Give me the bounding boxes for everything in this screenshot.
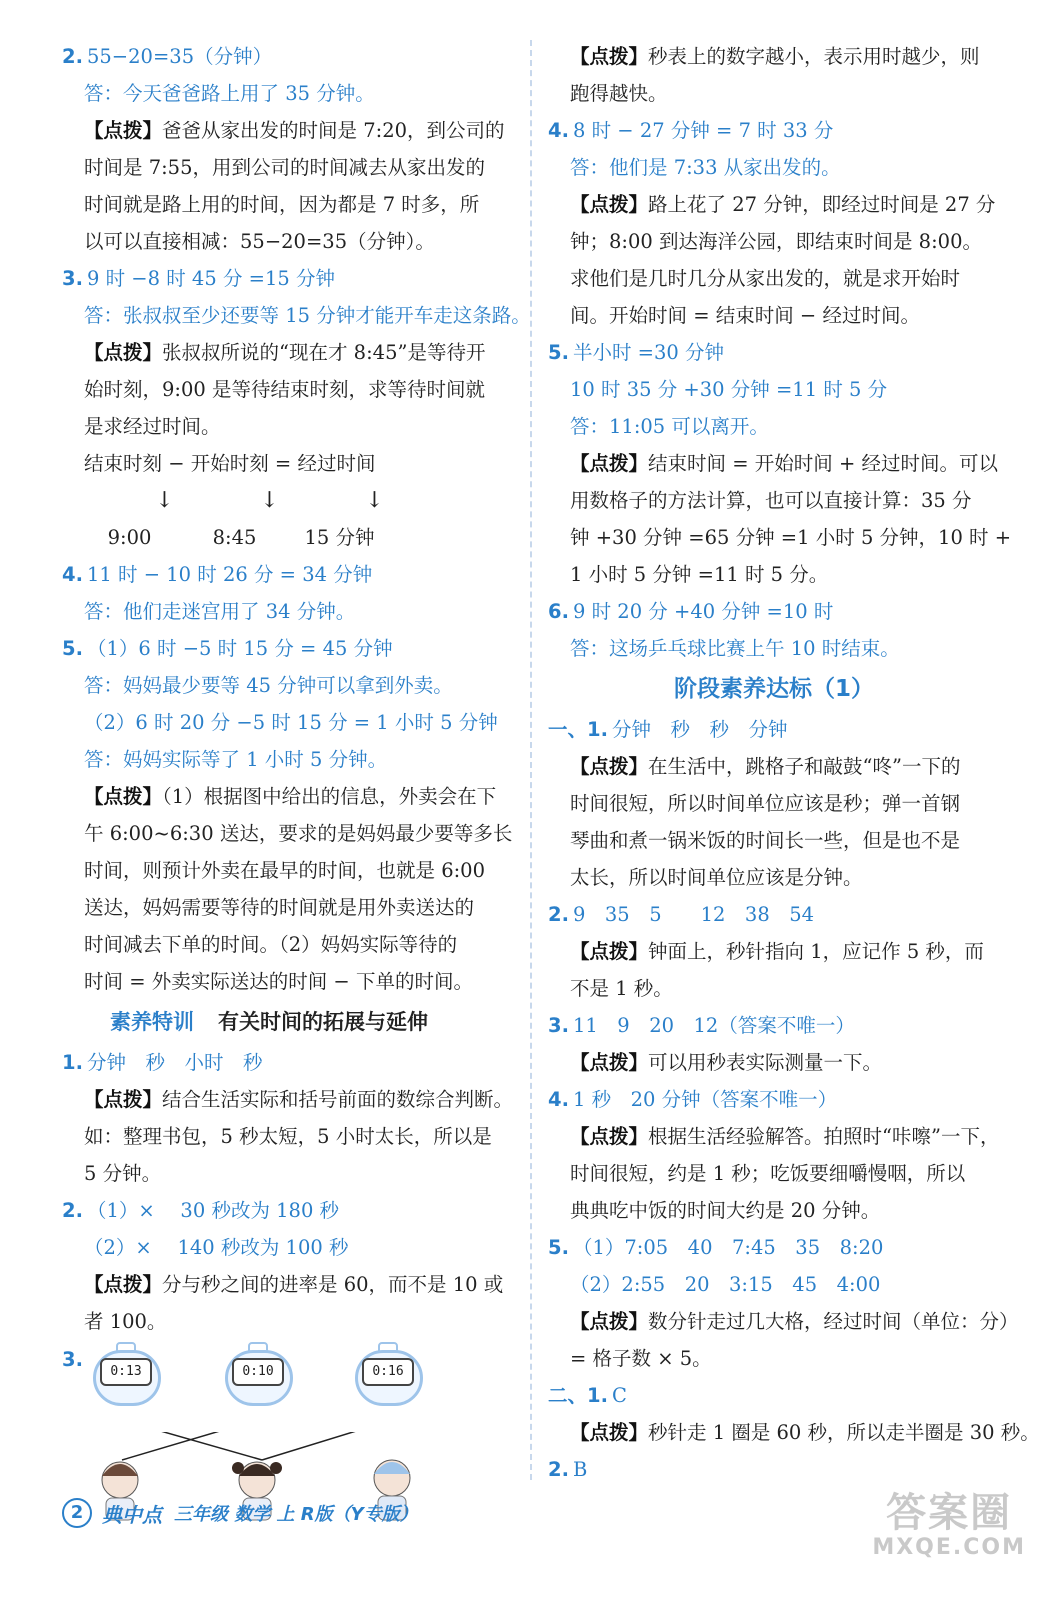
text-line	[62, 1303, 514, 1340]
line-text: 是求经过时间。	[84, 415, 221, 438]
line-text: 答：张叔叔至少还要等 15 分钟才能开车走这条路。	[84, 304, 531, 327]
section-heading-title: 有关时间的拓展与延伸	[218, 1010, 428, 1034]
text-line	[548, 1155, 1000, 1192]
line-text: 分钟 秒 小时 秒	[86, 1051, 263, 1074]
line-text: 始时刻，9:00 是等待结束时刻，求等待时间就	[84, 378, 485, 401]
question-number: 2.	[548, 903, 569, 926]
text-line	[548, 149, 1000, 186]
line-text: 数分针走过几大格，经过时间（单位：分）	[648, 1310, 1019, 1333]
line-text: 根据生活经验解答。拍照时“咔嚓”一下，	[648, 1125, 1000, 1148]
line-text: 午 6:00~6:30 送达，要求的是妈妈最少要等多长	[84, 822, 513, 845]
line-text: （2）2:55 20 3:15 45 4:00	[570, 1273, 881, 1296]
arrow-down-icon: ↓	[155, 488, 174, 513]
line-text: 秒针走 1 圈是 60 秒，所以走半圈是 30 秒。	[648, 1421, 1040, 1444]
hint-tag: 【点拨】	[84, 785, 163, 808]
question-number: 5.	[548, 341, 569, 364]
text-line	[548, 297, 1000, 334]
text-line	[62, 371, 514, 408]
line-text: 钟；8:00 到达海洋公园，即结束时间是 8:00。	[570, 230, 982, 253]
question-number: 2.	[548, 1458, 569, 1481]
line-text: 答：他们是 7:33 从家出发的。	[570, 156, 841, 179]
line-text: 时间 = 外卖实际送达的时间 − 下单的时间。	[84, 970, 473, 993]
question-number: 4.	[548, 119, 569, 142]
text-line	[548, 1192, 1000, 1229]
book-title: 三年级 数学 上 R版（Y专版）	[174, 1504, 418, 1525]
text-line	[548, 75, 1000, 112]
arrow-values-row	[62, 519, 514, 556]
line-text: 琴曲和煮一锅米饭的时间长一些，但是也不是	[570, 829, 961, 852]
question-number: 4.	[548, 1088, 569, 1111]
hint-tag: 【点拨】	[84, 341, 163, 364]
text-line	[62, 667, 514, 704]
text-line	[62, 297, 531, 334]
line-text: 路上花了 27 分钟，即经过时间是 27 分	[648, 193, 996, 216]
arrow-down-icon: ↓	[365, 488, 384, 513]
text-line	[62, 1044, 514, 1081]
text-line	[62, 852, 514, 889]
text-line	[548, 711, 1000, 748]
text-line	[62, 408, 514, 445]
stopwatch-icon	[222, 1340, 292, 1412]
right-block-1	[548, 38, 1012, 667]
hint-tag: 【点拨】	[570, 452, 649, 475]
line-text: （1）6 时 −5 时 15 分 = 45 分钟	[86, 637, 393, 660]
text-line	[62, 334, 514, 371]
line-text: 5 分钟。	[84, 1162, 162, 1185]
line-text: 1 秒 20 分钟（答案不唯一）	[572, 1088, 838, 1111]
line-text: 如：整理书包，5 秒太短，5 小时太长，所以是	[84, 1125, 492, 1148]
line-text: 10 时 35 分 +30 分钟 =11 时 5 分	[570, 378, 888, 401]
hint-tag: 【点拨】	[570, 1421, 649, 1444]
text-line	[62, 1081, 514, 1118]
text-line	[548, 1414, 1040, 1451]
line-text: 11 9 20 12（答案不唯一）	[572, 1014, 855, 1037]
line-text: 答：他们走迷宫用了 34 分钟。	[84, 600, 356, 623]
text-line	[548, 482, 1000, 519]
line-text: 时间就是路上用的时间，因为都是 7 时多，所	[84, 193, 480, 216]
hint-tag: 【点拨】	[570, 1125, 649, 1148]
line-text: 55−20=35（分钟）	[86, 45, 273, 68]
question-number: 3.	[62, 267, 83, 290]
stopwatch-icon	[90, 1340, 160, 1412]
text-line	[62, 223, 514, 260]
hint-tag: 【点拨】	[570, 193, 649, 216]
text-line	[548, 1229, 1000, 1266]
page-footer	[62, 1497, 418, 1529]
line-text: 答：妈妈实际等了 1 小时 5 分钟。	[84, 748, 388, 771]
arrow-down-icon: ↓	[260, 488, 279, 513]
left-block-1	[62, 38, 531, 482]
text-line	[62, 1266, 514, 1303]
text-line	[62, 889, 514, 926]
line-text: 张叔叔所说的“现在才 8:45”是等待开	[162, 341, 486, 364]
text-line	[548, 445, 1000, 482]
text-line	[62, 186, 514, 223]
text-line	[62, 445, 514, 482]
text-line	[548, 223, 1000, 260]
question-number: 一、1.	[548, 718, 608, 741]
text-line	[62, 149, 514, 186]
line-text: 答：11:05 可以离开。	[570, 415, 769, 438]
section-heading-stage: 阶段素养达标（1）	[673, 676, 874, 702]
line-text: 钟面上，秒针指向 1，应记作 5 秒，而	[648, 940, 984, 963]
text-line	[62, 778, 514, 815]
hint-tag: 【点拨】	[570, 1051, 649, 1074]
text-line	[548, 1303, 1019, 1340]
watermark-logo	[872, 1490, 1026, 1560]
text-line	[548, 334, 1000, 371]
hint-tag: 【点拨】	[84, 1273, 163, 1296]
start-time-value: 8:45	[212, 526, 257, 549]
text-line	[548, 933, 1000, 970]
text-line	[62, 704, 514, 741]
text-line	[548, 1451, 1000, 1488]
question-number: 2.	[62, 1199, 83, 1222]
hint-tag: 【点拨】	[570, 755, 649, 778]
right-block-2	[548, 711, 1040, 1488]
line-text: 求他们是几时几分从家出发的，就是求开始时	[570, 267, 961, 290]
line-text: 时间，则预计外卖在最早的时间，也就是 6:00	[84, 859, 485, 882]
line-text: （1）根据图中给出的信息，外卖会在下	[162, 785, 497, 808]
line-text: 时间是 7:55，用到公司的时间减去从家出发的	[84, 156, 485, 179]
text-line	[548, 38, 1000, 75]
line-text: 11 时 − 10 时 26 分 = 34 分钟	[86, 563, 373, 586]
question-number: 4.	[62, 563, 83, 586]
text-line	[62, 963, 514, 1000]
line-text: 答：这场乒乓球比赛上午 10 时结束。	[570, 637, 900, 660]
hint-tag: 【点拨】	[570, 45, 649, 68]
line-text: （2）6 时 20 分 −5 时 15 分 = 1 小时 5 分钟	[84, 711, 498, 734]
text-line	[548, 785, 1000, 822]
line-text: 时间减去下单的时间。（2）妈妈实际等待的	[84, 933, 458, 956]
line-text: 8 时 − 27 分钟 = 7 时 33 分	[572, 119, 834, 142]
text-line	[548, 630, 1000, 667]
text-line	[548, 1044, 1000, 1081]
question-number: 2.	[62, 45, 83, 68]
line-text: 以可以直接相减：55−20=35（分钟）。	[84, 230, 435, 253]
line-text: （2）× 140 秒改为 100 秒	[84, 1236, 349, 1259]
text-line	[548, 1377, 1000, 1414]
column-divider	[530, 40, 532, 1480]
text-line	[548, 186, 1000, 223]
question-number: 3.	[548, 1014, 569, 1037]
text-line	[548, 970, 1000, 1007]
line-text: 半小时 =30 分钟	[572, 341, 725, 364]
text-line	[548, 1340, 1000, 1377]
left-block-3	[62, 1044, 514, 1340]
line-text: 可以用秒表实际测量一下。	[648, 1051, 883, 1074]
line-text: 结束时刻 − 开始时刻 = 经过时间	[84, 452, 376, 475]
text-line	[62, 1192, 514, 1229]
stopwatch-reading: 0:16	[362, 1358, 414, 1386]
line-text: 用数格子的方法计算，也可以直接计算：35 分	[570, 489, 972, 512]
stopwatch-reading: 0:13	[100, 1358, 152, 1386]
text-line	[548, 408, 1000, 445]
line-text: 爸爸从家出发的时间是 7:20，到公司的	[162, 119, 505, 142]
text-line	[62, 38, 514, 75]
line-text: = 格子数 × 5。	[570, 1347, 712, 1370]
watermark-url: MXQE.COM	[872, 1535, 1026, 1560]
stopwatch-row	[62, 1340, 514, 1432]
elapsed-time-value: 15 分钟	[304, 526, 375, 549]
hint-tag: 【点拨】	[84, 1088, 163, 1111]
line-text: （1）7:05 40 7:45 35 8:20	[572, 1236, 884, 1259]
text-line	[62, 1118, 514, 1155]
line-text: 9 时 −8 时 45 分 =15 分钟	[86, 267, 335, 290]
question-number: 5.	[548, 1236, 569, 1259]
page-number: 2	[62, 1498, 92, 1528]
hint-tag: 【点拨】	[570, 1310, 649, 1333]
line-text: 结束时间 = 开始时间 + 经过时间。可以	[648, 452, 998, 475]
text-line	[548, 1118, 1000, 1155]
line-text: 9 35 5 12 38 54	[572, 903, 815, 926]
question-number: 6.	[548, 600, 569, 623]
line-text: 间。开始时间 = 结束时间 − 经过时间。	[570, 304, 920, 327]
line-text: 答：今天爸爸路上用了 35 分钟。	[84, 82, 375, 105]
text-line	[548, 1007, 1000, 1044]
line-text: 典典吃中饭的时间大约是 20 分钟。	[570, 1199, 881, 1222]
text-line	[548, 859, 1000, 896]
right-column	[548, 38, 1040, 1488]
line-text: 秒表上的数字越小，表示用时越少，则	[648, 45, 980, 68]
question-number: 5.	[62, 637, 83, 660]
text-line	[548, 556, 1000, 593]
line-text: 结合生活实际和括号前面的数综合判断。	[162, 1088, 514, 1111]
text-line	[548, 822, 1000, 859]
text-line	[62, 556, 514, 593]
line-text: 1 小时 5 分钟 =11 时 5 分。	[570, 563, 829, 586]
left-block-2	[62, 556, 514, 1000]
line-text: 不是 1 秒。	[570, 977, 673, 1000]
text-line	[62, 926, 514, 963]
section-heading-tag: 素养特训	[110, 1010, 194, 1034]
text-line	[548, 896, 1000, 933]
brand-logo: 典中点	[102, 1502, 162, 1527]
line-text: 者 100。	[84, 1310, 167, 1333]
line-text: 答：妈妈最少要等 45 分钟可以拿到外卖。	[84, 674, 453, 697]
watermark-text: 答案圈	[886, 1490, 1013, 1536]
line-text: C	[611, 1384, 627, 1407]
line-text: 太长，所以时间单位应该是分钟。	[570, 866, 863, 889]
arrow-row	[62, 482, 514, 519]
text-line	[548, 1266, 1000, 1303]
text-line	[62, 1155, 514, 1192]
text-line	[62, 260, 514, 297]
section-heading-training	[62, 1000, 514, 1044]
text-line	[62, 741, 514, 778]
text-line	[548, 260, 1000, 297]
text-line	[62, 75, 514, 112]
line-text: 时间很短，所以时间单位应该是秒；弹一首钢	[570, 792, 961, 815]
line-text: 钟 +30 分钟 =65 分钟 =1 小时 5 分钟，10 时 +	[570, 526, 1012, 549]
text-line	[548, 593, 1000, 630]
line-text: （1）× 30 秒改为 180 秒	[86, 1199, 340, 1222]
line-text: 送达，妈妈需要等待的时间就是用外卖送达的	[84, 896, 475, 919]
line-text: 分钟 秒 秒 分钟	[611, 718, 788, 741]
line-text: B	[572, 1458, 588, 1481]
line-text: 在生活中，跳格子和敲鼓“咚”一下的	[648, 755, 961, 778]
hint-tag: 【点拨】	[84, 119, 163, 142]
hint-tag: 【点拨】	[570, 940, 649, 963]
line-text: 9 时 20 分 +40 分钟 =10 时	[572, 600, 834, 623]
line-text: 分与秒之间的进率是 60，而不是 10 或	[162, 1273, 504, 1296]
stopwatch-reading: 0:10	[232, 1358, 284, 1386]
text-line	[548, 519, 1012, 556]
text-line	[548, 371, 1000, 408]
question-number: 1.	[62, 1051, 83, 1074]
question-number: 二、1.	[548, 1384, 608, 1407]
end-time-value: 9:00	[107, 526, 152, 549]
text-line	[548, 748, 1000, 785]
text-line	[62, 630, 514, 667]
question-number: 3.	[62, 1348, 83, 1371]
stopwatch-icon	[352, 1340, 422, 1412]
line-text: 时间很短，约是 1 秒；吃饭要细嚼慢咽，所以	[570, 1162, 966, 1185]
text-line	[548, 112, 1000, 149]
text-line	[62, 1229, 514, 1266]
text-line	[548, 1081, 1000, 1118]
text-line	[62, 112, 514, 149]
left-column	[62, 38, 531, 1522]
text-line	[62, 593, 514, 630]
line-text: 跑得越快。	[570, 82, 668, 105]
text-line	[62, 815, 514, 852]
